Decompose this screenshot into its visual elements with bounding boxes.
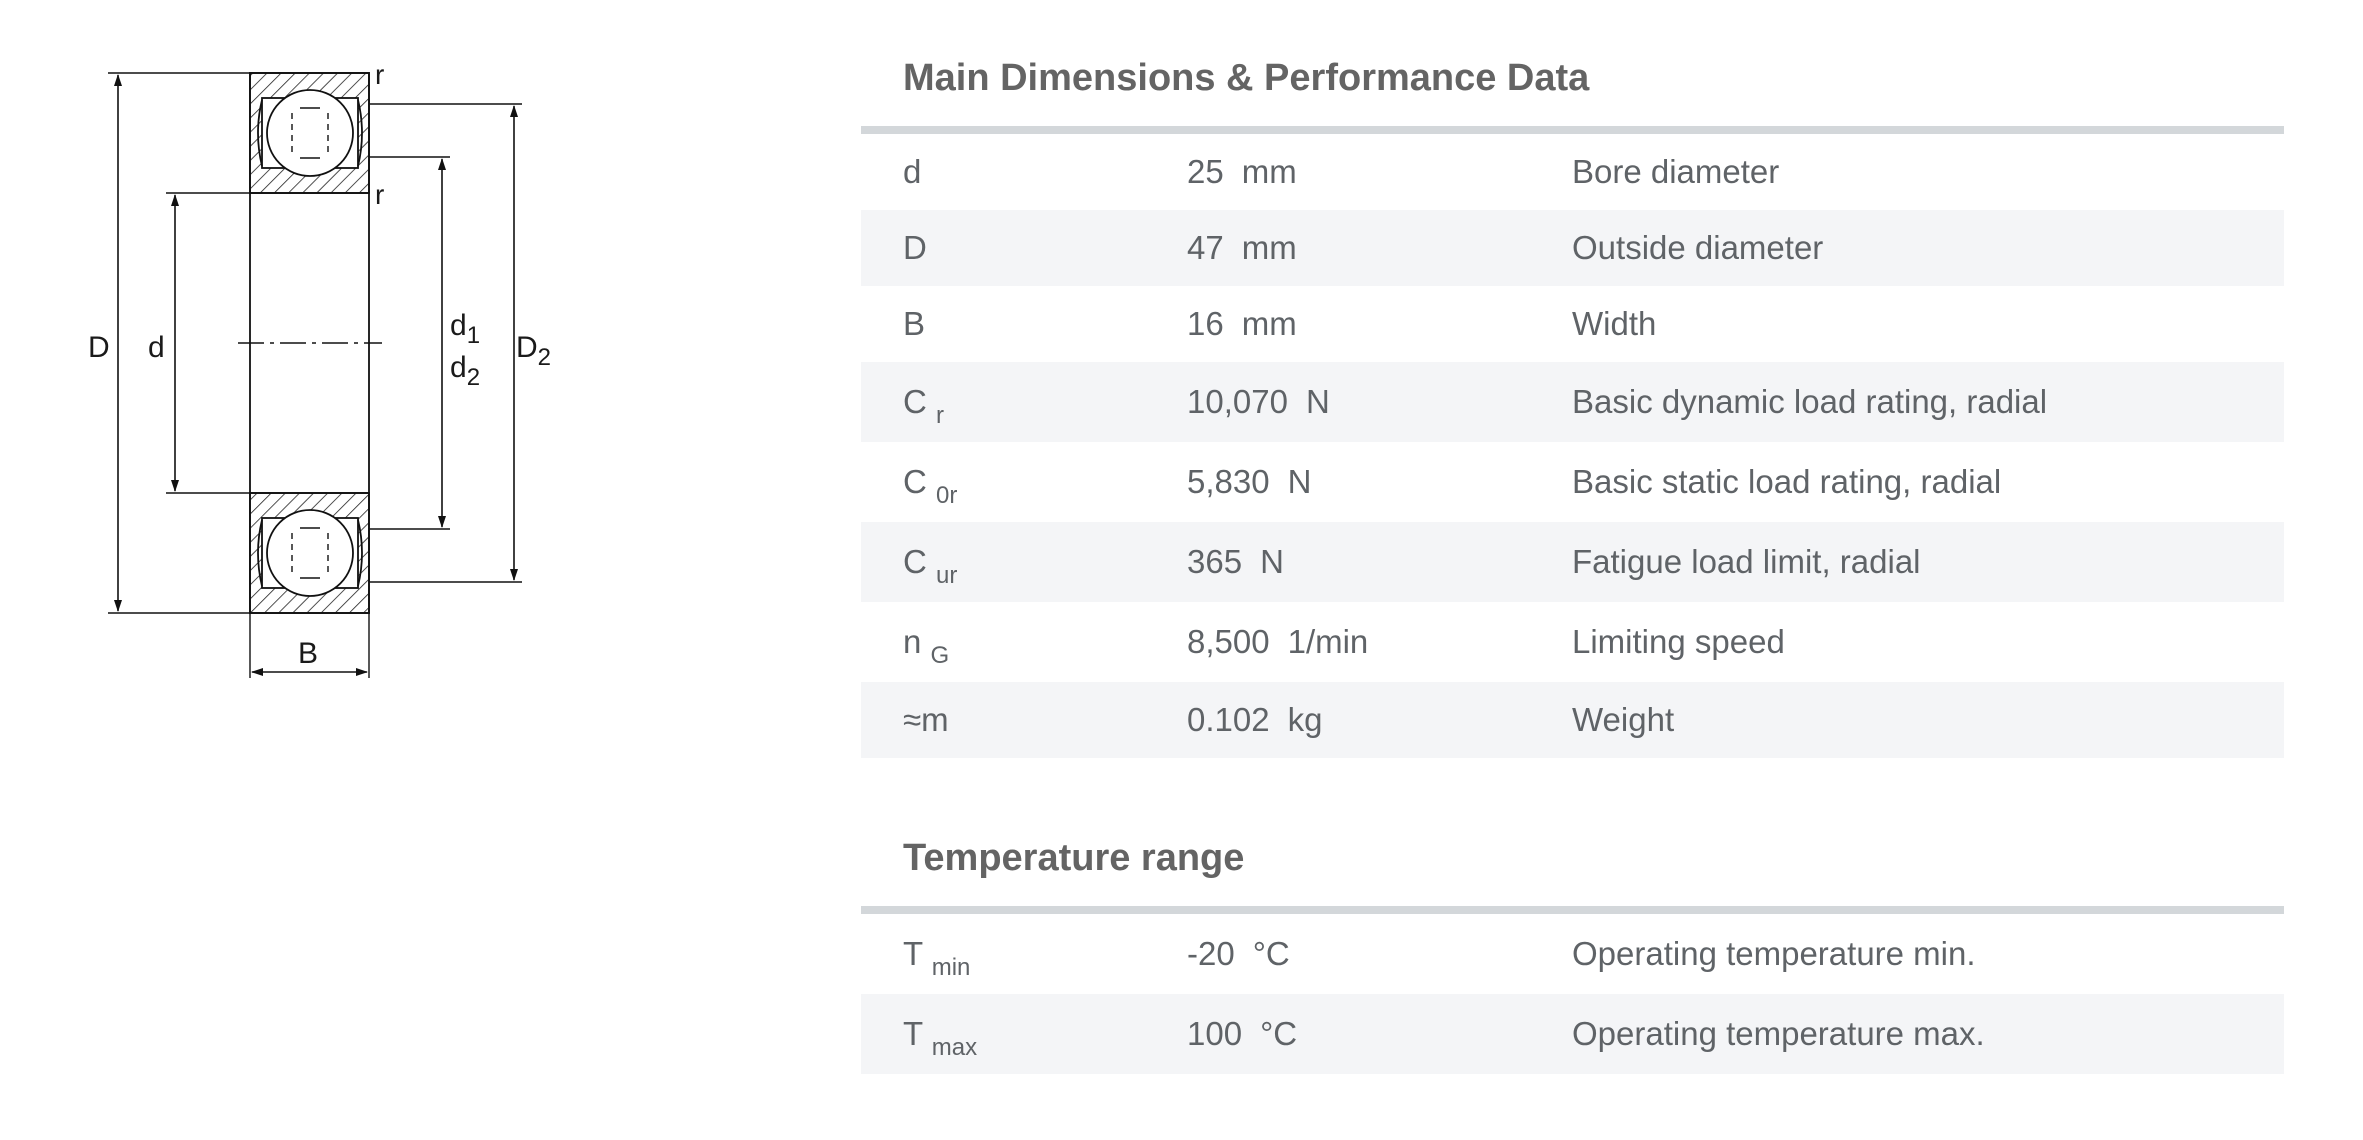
value: 10,070 N bbox=[1187, 383, 1330, 420]
temperature-section bbox=[861, 810, 2284, 1074]
description: Outside diameter bbox=[1572, 229, 1824, 266]
bearing-cross-section-drawing bbox=[0, 0, 620, 720]
description: Weight bbox=[1572, 701, 1675, 738]
description: Fatigue load limit, radial bbox=[1572, 543, 1921, 580]
table-row bbox=[861, 994, 2284, 1074]
description: Basic dynamic load rating, radial bbox=[1572, 383, 2048, 420]
value: 25 mm bbox=[1187, 153, 1297, 190]
symbol: B bbox=[903, 305, 926, 342]
description: Basic static load rating, radial bbox=[1572, 463, 2002, 500]
radius-label-mid: r bbox=[375, 179, 385, 210]
table-row bbox=[861, 914, 2284, 994]
table-row bbox=[861, 210, 2284, 286]
header-divider bbox=[861, 906, 2284, 914]
symbol: ≈m bbox=[903, 701, 949, 738]
dim-label-d1: $d_1$ bbox=[450, 309, 481, 349]
description: Operating temperature min. bbox=[1572, 935, 1976, 972]
table-row bbox=[861, 362, 2284, 442]
value: 16 mm bbox=[1187, 305, 1297, 342]
description: Limiting speed bbox=[1572, 623, 1785, 660]
dim-label-B: B bbox=[298, 637, 319, 670]
symbol: C $_{0r}$ bbox=[903, 463, 958, 509]
value: 365 N bbox=[1187, 543, 1284, 580]
value: -20 °C bbox=[1187, 935, 1290, 972]
dim-label-D: D bbox=[88, 331, 110, 364]
dim-label-D2: $D_2$ bbox=[516, 331, 552, 371]
section-title: Main Dimensions & Performance Data bbox=[903, 57, 1590, 99]
value: 8,500 1/min bbox=[1187, 623, 1369, 660]
table-row bbox=[861, 602, 2284, 682]
symbol: T $_{min}$ bbox=[903, 935, 971, 981]
symbol: D bbox=[903, 229, 927, 266]
description: Operating temperature max. bbox=[1572, 1015, 1985, 1052]
symbol: T $_{max}$ bbox=[903, 1015, 978, 1061]
description: Width bbox=[1572, 305, 1657, 342]
value: 100 °C bbox=[1187, 1015, 1298, 1052]
radius-label-top: r bbox=[375, 59, 385, 90]
symbol: C $_{ur}$ bbox=[903, 543, 958, 589]
description: Bore diameter bbox=[1572, 153, 1780, 190]
table-row bbox=[861, 286, 2284, 362]
table-row bbox=[861, 442, 2284, 522]
main-dimensions-section bbox=[861, 30, 2284, 758]
symbol: d bbox=[903, 153, 922, 190]
dim-label-d2: $d_2$ bbox=[450, 351, 481, 391]
table-row bbox=[861, 134, 2284, 210]
symbol: n $_G$ bbox=[903, 623, 950, 669]
header-divider bbox=[861, 126, 2284, 134]
dim-label-d: d bbox=[148, 331, 165, 364]
section-title: Temperature range bbox=[903, 837, 1245, 879]
value: 47 mm bbox=[1187, 229, 1297, 266]
value: 5,830 N bbox=[1187, 463, 1312, 500]
symbol: C $_r$ bbox=[903, 383, 945, 429]
value: 0.102 kg bbox=[1187, 701, 1323, 738]
table-row bbox=[861, 522, 2284, 602]
table-row bbox=[861, 682, 2284, 758]
